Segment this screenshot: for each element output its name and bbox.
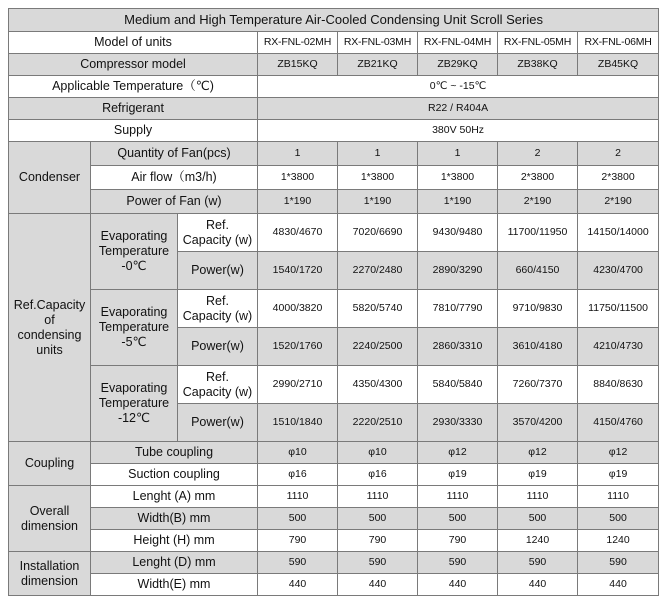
capacity-value: 5820/5740 xyxy=(338,290,418,328)
supply-value: 380V 50Hz xyxy=(258,120,659,142)
width-e-value: 440 xyxy=(418,574,498,596)
suction-coupling-value: φ19 xyxy=(418,464,498,486)
width-e-value: 440 xyxy=(338,574,418,596)
fan-quantity-value: 2 xyxy=(498,142,578,166)
ref-capacity-row xyxy=(9,214,659,252)
compressor-value: ZB29KQ xyxy=(418,54,498,76)
tube-coupling-value: φ10 xyxy=(338,442,418,464)
overall-dimension-label xyxy=(9,486,91,552)
model-value: RX-FNL-04MH xyxy=(418,32,498,54)
power-value: 3610/4180 xyxy=(498,328,578,366)
power-value: 2890/3290 xyxy=(418,252,498,290)
capacity-value: 7020/6690 xyxy=(338,214,418,252)
evaporating-temperature-label xyxy=(91,366,178,442)
length-d-value: 590 xyxy=(338,552,418,574)
model-row xyxy=(9,32,659,54)
table-title: Medium and High Temperature Air-Cooled Condensing Unit Scroll Series xyxy=(9,9,659,32)
overall-dimension-line: dimension xyxy=(21,518,78,533)
evaporating-temperature-label xyxy=(91,290,178,366)
ref-capacity-label-line: of xyxy=(44,312,55,327)
ref-capacity-sub-label xyxy=(178,290,258,328)
length-a-label: Lenght (A) mm xyxy=(91,486,258,508)
tube-coupling-label: Tube coupling xyxy=(91,442,258,464)
length-a-value: 1110 xyxy=(418,486,498,508)
supply-label: Supply xyxy=(9,120,258,142)
ref-capacity-row xyxy=(9,290,659,328)
power-value: 1510/1840 xyxy=(258,404,338,442)
overall-dimension-row xyxy=(9,508,659,530)
fan-power-value: 1*190 xyxy=(338,190,418,214)
length-a-value: 1110 xyxy=(258,486,338,508)
coupling-row xyxy=(9,464,659,486)
height-h-value: 1240 xyxy=(498,530,578,552)
evap-line: Evaporating xyxy=(100,381,168,395)
applicable-temperature-row xyxy=(9,76,659,98)
power-sub-label: Power(w) xyxy=(178,328,258,366)
length-a-value: 1110 xyxy=(578,486,659,508)
ref-capacity-label-line: Ref.Capacity xyxy=(13,297,86,312)
ref-capacity-label-line: condensing xyxy=(17,327,82,342)
suction-coupling-value: φ16 xyxy=(258,464,338,486)
power-value: 2270/2480 xyxy=(338,252,418,290)
evap-line: Evaporating xyxy=(100,305,168,319)
evap-line: Evaporating xyxy=(100,229,168,243)
power-sub-label: Power(w) xyxy=(178,404,258,442)
capacity-value: 4830/4670 xyxy=(258,214,338,252)
fan-quantity-label: Quantity of Fan(pcs) xyxy=(91,142,258,166)
power-value: 660/4150 xyxy=(498,252,578,290)
installation-dimension-line: Installation xyxy=(19,558,80,573)
capacity-value: 7810/7790 xyxy=(418,290,498,328)
fan-quantity-value: 1 xyxy=(258,142,338,166)
ref-capacity-label xyxy=(9,214,91,442)
model-value: RX-FNL-02MH xyxy=(258,32,338,54)
capacity-value: 2990/2710 xyxy=(258,366,338,404)
width-b-value: 500 xyxy=(498,508,578,530)
applicable-temperature-label: Applicable Temperature（℃) xyxy=(9,76,258,98)
width-e-value: 440 xyxy=(258,574,338,596)
overall-dimension-line: Overall xyxy=(29,503,70,518)
evaporating-temperature-label xyxy=(91,214,178,290)
model-value: RX-FNL-06MH xyxy=(578,32,659,54)
power-value: 4150/4760 xyxy=(578,404,659,442)
power-value: 3570/4200 xyxy=(498,404,578,442)
suction-coupling-label: Suction coupling xyxy=(91,464,258,486)
fan-power-value: 2*190 xyxy=(498,190,578,214)
installation-dimension-label xyxy=(9,552,91,596)
fan-power-value: 1*190 xyxy=(258,190,338,214)
fan-quantity-value: 1 xyxy=(418,142,498,166)
length-d-value: 590 xyxy=(258,552,338,574)
capacity-value: 14150/14000 xyxy=(578,214,659,252)
power-value: 2860/3310 xyxy=(418,328,498,366)
air-flow-value: 2*3800 xyxy=(498,166,578,190)
capacity-line: Capacity (w) xyxy=(182,232,253,247)
evap-line: -0℃ xyxy=(121,259,147,273)
capacity-value: 9430/9480 xyxy=(418,214,498,252)
fan-power-value: 2*190 xyxy=(578,190,659,214)
capacity-line: Capacity (w) xyxy=(182,308,253,323)
compressor-row xyxy=(9,54,659,76)
capacity-line: Capacity (w) xyxy=(182,384,253,399)
power-value: 1520/1760 xyxy=(258,328,338,366)
spec-table xyxy=(8,8,659,596)
width-e-label: Width(E) mm xyxy=(91,574,258,596)
ref-capacity-label-line: units xyxy=(36,342,63,357)
compressor-value: ZB15KQ xyxy=(258,54,338,76)
model-value: RX-FNL-03MH xyxy=(338,32,418,54)
tube-coupling-value: φ10 xyxy=(258,442,338,464)
overall-dimension-row xyxy=(9,486,659,508)
power-value: 4210/4730 xyxy=(578,328,659,366)
refrigerant-label: Refrigerant xyxy=(9,98,258,120)
capacity-line: Ref. xyxy=(206,293,229,308)
suction-coupling-value: φ19 xyxy=(578,464,659,486)
power-sub-label: Power(w) xyxy=(178,252,258,290)
width-b-value: 500 xyxy=(578,508,659,530)
width-e-value: 440 xyxy=(578,574,659,596)
width-e-value: 440 xyxy=(498,574,578,596)
compressor-value: ZB45KQ xyxy=(578,54,659,76)
fan-power-label: Power of Fan (w) xyxy=(91,190,258,214)
capacity-value: 5840/5840 xyxy=(418,366,498,404)
capacity-value: 4350/4300 xyxy=(338,366,418,404)
capacity-line: Ref. xyxy=(206,217,229,232)
width-b-value: 500 xyxy=(338,508,418,530)
refrigerant-value: R22 / R404A xyxy=(258,98,659,120)
length-d-label: Lenght (D) mm xyxy=(91,552,258,574)
coupling-row xyxy=(9,442,659,464)
evap-line: -5℃ xyxy=(121,335,147,349)
compressor-label: Compressor model xyxy=(9,54,258,76)
length-d-value: 590 xyxy=(498,552,578,574)
capacity-value: 8840/8630 xyxy=(578,366,659,404)
capacity-value: 7260/7370 xyxy=(498,366,578,404)
capacity-value: 4000/3820 xyxy=(258,290,338,328)
compressor-value: ZB38KQ xyxy=(498,54,578,76)
power-value: 2240/2500 xyxy=(338,328,418,366)
width-b-value: 500 xyxy=(418,508,498,530)
tube-coupling-value: φ12 xyxy=(578,442,659,464)
condenser-row xyxy=(9,142,659,166)
evap-line: Temperature xyxy=(98,320,170,334)
condenser-row xyxy=(9,166,659,190)
evap-line: -12℃ xyxy=(117,411,151,425)
height-h-value: 790 xyxy=(258,530,338,552)
length-d-value: 590 xyxy=(418,552,498,574)
tube-coupling-value: φ12 xyxy=(498,442,578,464)
suction-coupling-value: φ16 xyxy=(338,464,418,486)
capacity-value: 11700/11950 xyxy=(498,214,578,252)
length-a-value: 1110 xyxy=(498,486,578,508)
air-flow-value: 2*3800 xyxy=(578,166,659,190)
fan-quantity-value: 2 xyxy=(578,142,659,166)
air-flow-value: 1*3800 xyxy=(338,166,418,190)
capacity-value: 11750/11500 xyxy=(578,290,659,328)
air-flow-value: 1*3800 xyxy=(258,166,338,190)
length-d-value: 590 xyxy=(578,552,659,574)
installation-dimension-row xyxy=(9,574,659,596)
coupling-label: Coupling xyxy=(9,442,91,486)
fan-quantity-value: 1 xyxy=(338,142,418,166)
compressor-value: ZB21KQ xyxy=(338,54,418,76)
capacity-line: Ref. xyxy=(206,369,229,384)
installation-dimension-row xyxy=(9,552,659,574)
capacity-value: 9710/9830 xyxy=(498,290,578,328)
supply-row xyxy=(9,120,659,142)
evap-line: Temperature xyxy=(98,396,170,410)
overall-dimension-row xyxy=(9,530,659,552)
power-value: 2220/2510 xyxy=(338,404,418,442)
ref-capacity-sub-label xyxy=(178,366,258,404)
fan-power-value: 1*190 xyxy=(418,190,498,214)
condenser-label: Condenser xyxy=(9,142,91,214)
air-flow-label: Air flow（m3/h) xyxy=(91,166,258,190)
height-h-value: 790 xyxy=(338,530,418,552)
power-value: 4230/4700 xyxy=(578,252,659,290)
length-a-value: 1110 xyxy=(338,486,418,508)
power-value: 1540/1720 xyxy=(258,252,338,290)
condenser-row xyxy=(9,190,659,214)
height-h-label: Height (H) mm xyxy=(91,530,258,552)
tube-coupling-value: φ12 xyxy=(418,442,498,464)
air-flow-value: 1*3800 xyxy=(418,166,498,190)
height-h-value: 790 xyxy=(418,530,498,552)
power-value: 2930/3330 xyxy=(418,404,498,442)
installation-dimension-line: dimension xyxy=(21,573,78,588)
ref-capacity-row xyxy=(9,366,659,404)
evap-line: Temperature xyxy=(98,244,170,258)
model-label: Model of units xyxy=(9,32,258,54)
ref-capacity-sub-label xyxy=(178,214,258,252)
height-h-value: 1240 xyxy=(578,530,659,552)
width-b-label: Width(B) mm xyxy=(91,508,258,530)
suction-coupling-value: φ19 xyxy=(498,464,578,486)
model-value: RX-FNL-05MH xyxy=(498,32,578,54)
width-b-value: 500 xyxy=(258,508,338,530)
refrigerant-row xyxy=(9,98,659,120)
applicable-temperature-value: 0℃ ~ -15℃ xyxy=(258,76,659,98)
